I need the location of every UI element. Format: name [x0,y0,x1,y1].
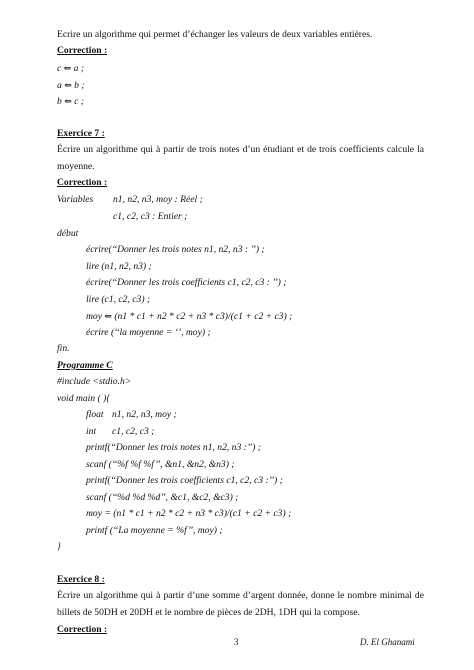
algo-line: lire (c1, c2, c3) ; [86,294,151,305]
algo-line: lire (n1, n2, n3) ; [86,261,152,272]
author-name: D. El Ghanami [360,637,415,647]
algo-line: écrire (‘‘la moyenne = ‘’, moy) ; [86,327,211,338]
algo-debut: début [57,228,79,239]
program-line: scanf (‘‘%f %f %f’’, &n1, &n2, &n3) ; [86,459,235,470]
program-line: printf(‘‘Donner les trois notes n1, n2, n3 :’’) ; [86,442,261,453]
swap-line-3 [57,95,84,108]
algo-var-line-1: n1, n2, n3, moy : Réel ; [113,194,203,205]
ex8-statement: Écrire un algorithme qui à partir d’une somme d’argent donnée, donne le nombre minimal de billets de 50DH et 20DH et le nombre de pièces de 2DH, 1DH qui la compose. [57,590,424,618]
swap-right: c ; [74,96,85,107]
program-main: void main ( ){ [57,393,111,404]
algo-variables-kw: Variables [57,194,94,205]
algo-moy-line [86,310,292,323]
swap-line-1 [57,62,84,75]
algo-line: écrire(‘‘Donner les trois coefficients c1, c2, c3 : ’’) ; [86,277,287,288]
moy-lhs: moy [86,311,102,322]
swap-left: b [57,96,62,107]
intro-correction-label: Correction : [57,45,108,56]
program-line: printf(‘‘Donner les trois coefficients c1, c2, c3 :’’) ; [86,475,283,486]
intro-statement: Ecrire un algorithme qui permet d’échanger les valeurs de deux variables entières. [57,29,373,40]
assign-arrow-icon: ⇐ [63,63,72,73]
decl-float-kw: float [86,409,104,420]
decl-int-vars: c1, c2, c3 ; [112,426,155,437]
algo-fin: fin. [57,343,70,354]
program-title: Programme C [57,360,113,371]
algo-line: écrire(‘‘Donner les trois notes n1, n2, n3 : ’’) ; [86,244,265,255]
program-include: #include <stdio.h> [57,376,132,387]
ex8-title: Exercice 8 : [57,574,105,585]
swap-right: b ; [74,80,85,91]
ex7-correction-label: Correction : [57,177,108,188]
assign-arrow-icon: ⇐ [64,96,72,106]
decl-float-vars: n1, n2, n3, moy ; [112,409,177,420]
program-close-brace: } [57,541,61,552]
swap-right: a ; [73,63,85,74]
ex8-correction-label: Correction : [57,624,108,635]
program-line: scanf (‘‘%d %d %d’’, &c1, &c2, &c3) ; [86,492,239,503]
algo-var-line-2: c1, c2, c3 : Entier ; [113,211,188,222]
swap-left: c [57,63,62,74]
ex7-title: Exercice 7 : [57,128,105,139]
assign-arrow-icon: ⇐ [104,311,112,321]
program-line: moy = (n1 * c1 + n2 * c2 + n3 * c3)/(c1 + c2 + c3) ; [86,508,292,519]
swap-left: a [57,80,62,91]
assign-arrow-icon: ⇐ [64,80,72,90]
swap-line-2 [57,79,85,92]
program-line: printf (‘‘La moyenne = %f’’, moy) ; [86,525,223,536]
page-number: 3 [234,637,239,647]
decl-int-kw: int [86,426,97,437]
ex7-statement: Écrire un algorithme qui à partir de trois notes d’un étudiant et de trois coefficients calcule la moyenne. [57,144,424,172]
moy-rhs: (n1 * c1 + n2 * c2 + n3 * c3)/(c1 + c2 + c3) ; [114,311,293,322]
